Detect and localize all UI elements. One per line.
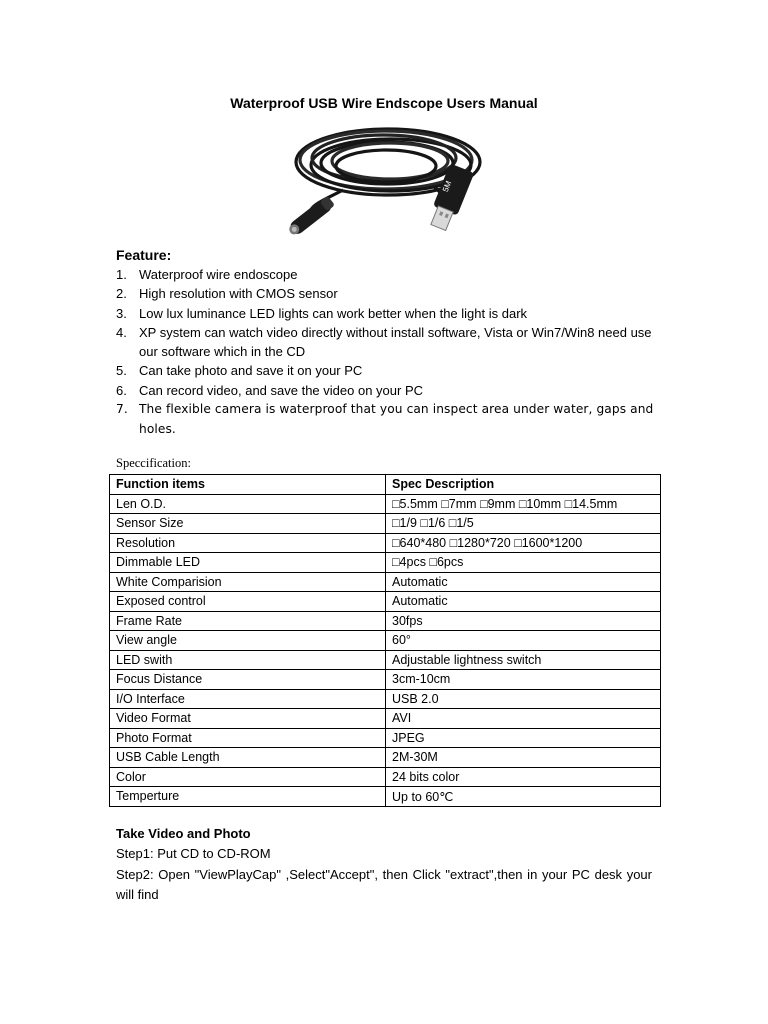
list-item bbox=[116, 284, 661, 303]
list-item bbox=[116, 361, 661, 380]
table-cell: JPEG bbox=[386, 728, 661, 748]
table-cell: Video Format bbox=[110, 709, 386, 729]
item-text: XP system can watch video directly without install software, Vista or Win7/Win8 need use our software which in the CD bbox=[139, 324, 652, 360]
table-cell: USB 2.0 bbox=[386, 689, 661, 709]
usb-endoscope-cable-photo bbox=[283, 116, 483, 238]
table-cell: Temperture bbox=[110, 787, 386, 807]
table-cell: Exposed control bbox=[110, 592, 386, 612]
table-cell: Resolution bbox=[110, 533, 386, 553]
table-cell: □1/9 □1/6 □1/5 bbox=[386, 514, 661, 534]
table-cell: Color bbox=[110, 767, 386, 787]
table-row bbox=[110, 592, 661, 612]
table-row bbox=[110, 631, 661, 651]
table-cell: View angle bbox=[110, 631, 386, 651]
table-cell: 24 bits color bbox=[386, 767, 661, 787]
table-cell: Dimmable LED bbox=[110, 553, 386, 573]
table-cell: 30fps bbox=[386, 611, 661, 631]
table-row bbox=[110, 533, 661, 553]
feature-heading: Feature: bbox=[116, 247, 172, 263]
item-number: 1. bbox=[116, 267, 127, 282]
take-video-heading: Take Video and Photo bbox=[116, 826, 251, 841]
table-row bbox=[110, 670, 661, 690]
table-cell: □5.5mm □7mm □9mm □10mm □14.5mm bbox=[386, 494, 661, 514]
list-item bbox=[116, 381, 661, 400]
table-cell: Adjustable lightness switch bbox=[386, 650, 661, 670]
table-row bbox=[110, 572, 661, 592]
item-number: 6. bbox=[116, 382, 127, 398]
item-number: 7. bbox=[116, 402, 128, 417]
item-text: High resolution with CMOS sensor bbox=[139, 286, 338, 302]
table-cell: I/O Interface bbox=[110, 689, 386, 709]
usb-label: 5M bbox=[440, 179, 454, 194]
table-cell: □640*480 □1280*720 □1600*1200 bbox=[386, 533, 661, 553]
table-cell: 60° bbox=[386, 631, 661, 651]
table-cell: Len O.D. bbox=[110, 494, 386, 514]
item-text: Low lux luminance LED lights can work better when the light is dark bbox=[139, 305, 528, 321]
table-row bbox=[110, 553, 661, 573]
list-item bbox=[116, 400, 661, 439]
table-row bbox=[110, 748, 661, 768]
item-text: Can record video, and save the video on your PC bbox=[139, 382, 424, 398]
table-row bbox=[110, 514, 661, 534]
item-number: 5. bbox=[116, 363, 127, 379]
item-number: 2. bbox=[116, 286, 127, 302]
specification-table bbox=[109, 474, 661, 807]
header-function-items: Function items bbox=[110, 475, 386, 495]
table-cell: LED swith bbox=[110, 650, 386, 670]
item-text: Can take photo and save it on your PC bbox=[139, 363, 363, 379]
step-1-text: Step1: Put CD to CD-ROM bbox=[116, 846, 271, 861]
list-item bbox=[116, 304, 661, 323]
list-item bbox=[116, 265, 661, 284]
table-cell: USB Cable Length bbox=[110, 748, 386, 768]
table-row bbox=[110, 728, 661, 748]
table-row bbox=[110, 767, 661, 787]
table-cell: 2M-30M bbox=[386, 748, 661, 768]
feature-list bbox=[116, 265, 661, 439]
table-row bbox=[110, 689, 661, 709]
table-cell: Automatic bbox=[386, 592, 661, 612]
item-text: Waterproof wire endoscope bbox=[139, 267, 298, 282]
table-cell: Automatic bbox=[386, 572, 661, 592]
table-cell: White Comparision bbox=[110, 572, 386, 592]
specification-heading: Speccification: bbox=[116, 456, 191, 470]
table-row bbox=[110, 494, 661, 514]
header-spec-description: Spec Description bbox=[386, 475, 661, 495]
table-row bbox=[110, 611, 661, 631]
table-row bbox=[110, 650, 661, 670]
table-cell: Focus Distance bbox=[110, 670, 386, 690]
table-cell: 3cm-10cm bbox=[386, 670, 661, 690]
item-text: The flexible camera is waterproof that you can inspect area under water, gaps and holes. bbox=[139, 402, 654, 436]
table-cell: □4pcs □6pcs bbox=[386, 553, 661, 573]
step-2-text: Step2: Open "ViewPlayCap" ,Select"Accept", then Click "extract",then in your PC desk your will find bbox=[116, 867, 652, 902]
list-item bbox=[116, 323, 661, 362]
document-title: Waterproof USB Wire Endscope Users Manual bbox=[230, 95, 538, 111]
table-cell: AVI bbox=[386, 709, 661, 729]
table-row bbox=[110, 709, 661, 729]
table-row bbox=[110, 787, 661, 807]
table-header-row bbox=[110, 475, 661, 495]
item-number: 3. bbox=[116, 305, 127, 321]
table-cell: Photo Format bbox=[110, 728, 386, 748]
item-number: 4. bbox=[116, 324, 127, 340]
table-cell: Up to 60℃ bbox=[386, 787, 661, 807]
table-cell: Sensor Size bbox=[110, 514, 386, 534]
table-cell: Frame Rate bbox=[110, 611, 386, 631]
